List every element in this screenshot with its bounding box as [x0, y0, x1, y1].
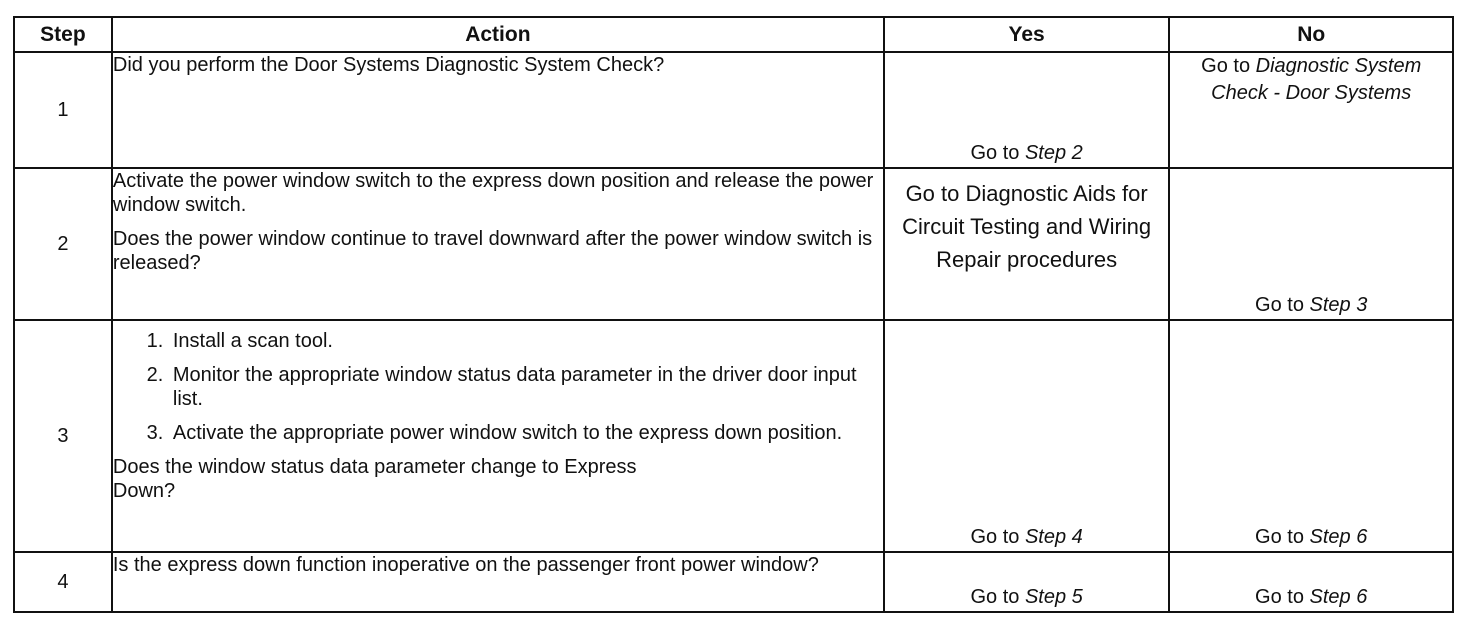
- yes-step-link[interactable]: Step 4: [1024, 526, 1083, 548]
- step-number: 1: [14, 52, 112, 168]
- action-question: Does the window status data parameter change to Express Down?: [112, 456, 637, 502]
- yes-prefix: Go to: [970, 526, 1025, 548]
- list-item: 3. Activate the appropriate power window switch to the express down position.: [169, 421, 883, 445]
- yes-cell: [884, 552, 1170, 612]
- no-step-link[interactable]: Step 3: [1309, 294, 1368, 316]
- yes-prefix: Go to: [970, 142, 1025, 164]
- yes-text: Go to Diagnostic Aids for Circuit Testing and Wiring Repair procedures: [902, 181, 1152, 272]
- step-number: 2: [14, 168, 112, 320]
- no-prefix: Go to: [1201, 55, 1256, 77]
- step-number: 3: [14, 320, 112, 552]
- header-yes: Yes: [884, 17, 1170, 52]
- yes-cell: [884, 320, 1170, 552]
- action-question: Does the power window continue to travel downward after the power window switch is released?: [112, 228, 873, 274]
- action-cell: [112, 320, 884, 552]
- table-row: [14, 52, 1453, 168]
- no-step-link[interactable]: Diagnostic System Check - Door Systems: [1211, 55, 1422, 104]
- action-cell: [112, 52, 884, 168]
- yes-step-link[interactable]: Step 5: [1024, 586, 1083, 608]
- header-no: No: [1169, 17, 1453, 52]
- yes-prefix: Go to: [970, 586, 1025, 608]
- yes-step-link[interactable]: Step 2: [1024, 142, 1083, 164]
- action-cell: [112, 552, 884, 612]
- no-cell: [1169, 52, 1453, 168]
- header-step: Step: [14, 17, 112, 52]
- action-list: [113, 329, 883, 445]
- list-item: 1. Install a scan tool.: [169, 329, 883, 353]
- no-cell: [1169, 320, 1453, 552]
- table-row: [14, 168, 1453, 320]
- no-prefix: Go to: [1255, 586, 1310, 608]
- yes-cell: [884, 168, 1170, 320]
- no-prefix: Go to: [1255, 294, 1310, 316]
- table-row: [14, 320, 1453, 552]
- action-cell: [112, 168, 884, 320]
- no-prefix: Go to: [1255, 526, 1310, 548]
- header-row: [14, 17, 1453, 52]
- no-cell: [1169, 168, 1453, 320]
- diagnostic-table: [13, 16, 1454, 613]
- table-row: [14, 552, 1453, 612]
- header-action: Action: [112, 17, 884, 52]
- no-step-link[interactable]: Step 6: [1309, 586, 1368, 608]
- action-text: Activate the power window switch to the express down position and release the power window switch.: [112, 170, 874, 216]
- action-text: Is the express down function inoperative on the passenger front power window?: [112, 554, 819, 576]
- list-item: 2. Monitor the appropriate window status data parameter in the driver door input list.: [169, 363, 883, 411]
- yes-cell: [884, 52, 1170, 168]
- no-step-link[interactable]: Step 6: [1309, 526, 1368, 548]
- action-text: Did you perform the Door Systems Diagnostic System Check?: [112, 54, 665, 76]
- step-number: 4: [14, 552, 112, 612]
- no-cell: [1169, 552, 1453, 612]
